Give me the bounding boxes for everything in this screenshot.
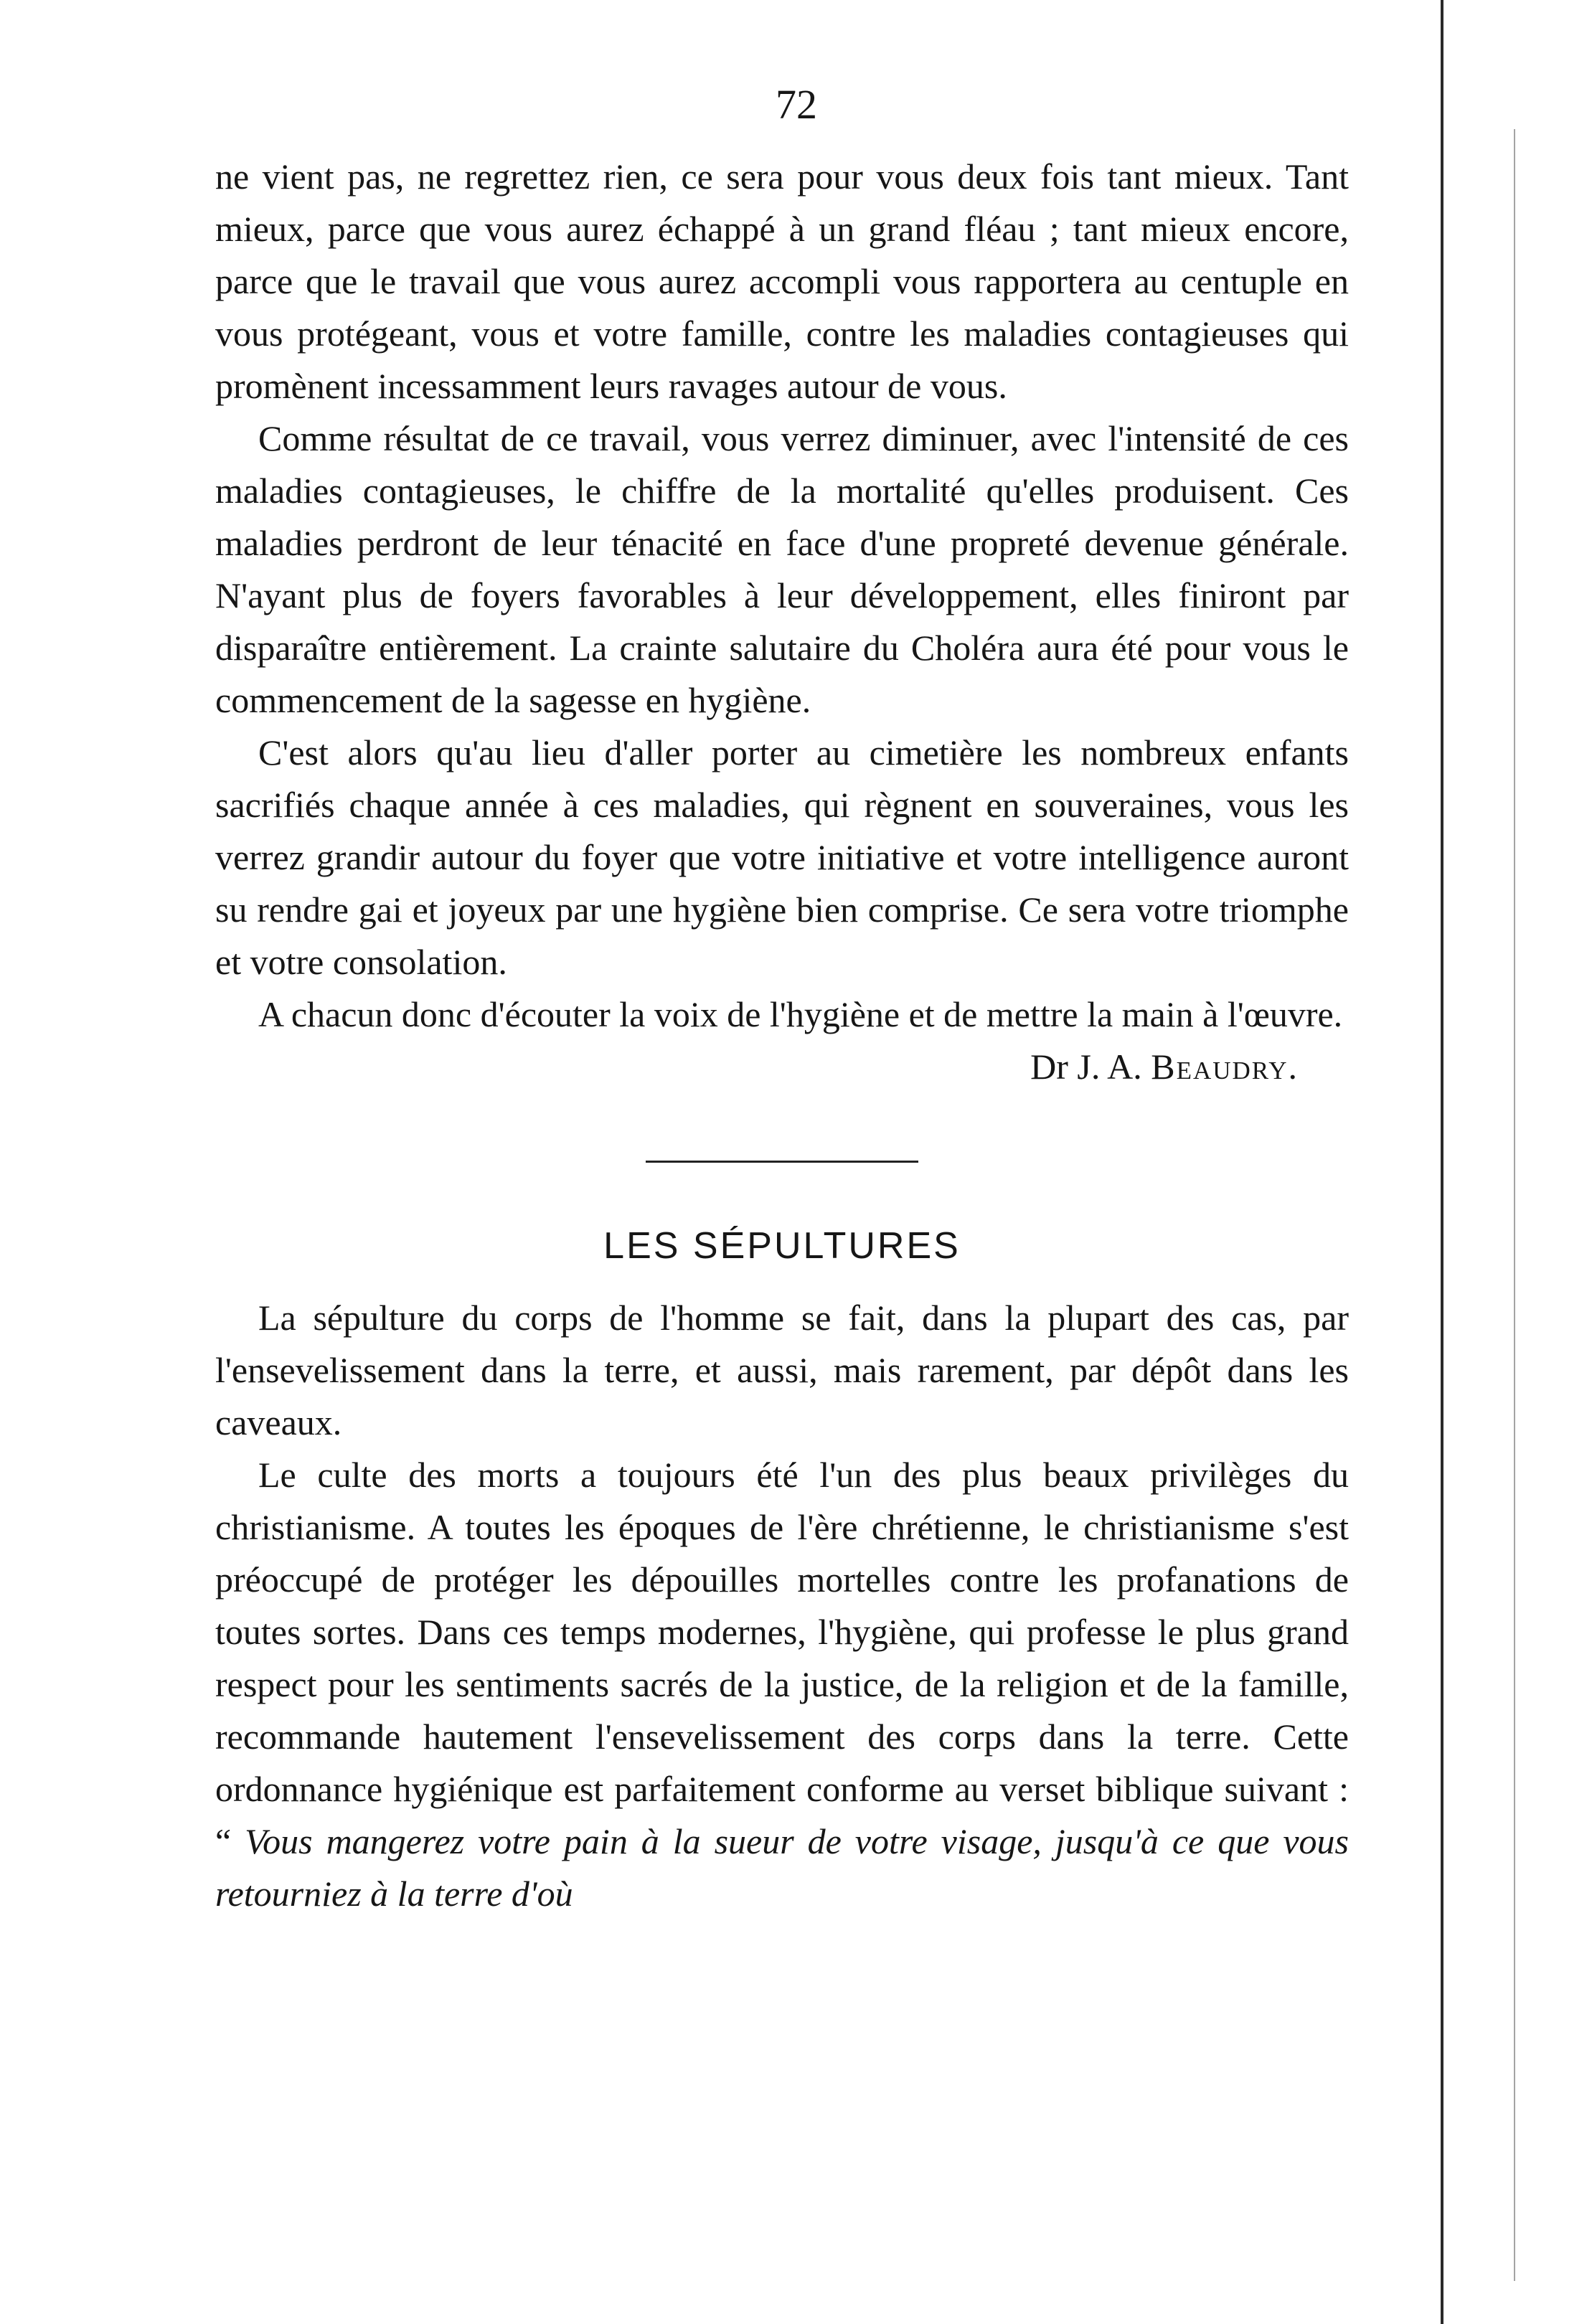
section-divider <box>646 1161 918 1163</box>
page-edge-line <box>1441 0 1443 2324</box>
paragraph-continuation: ne vient pas, ne regrettez rien, ce sera pour vous deux fois tant mieux. Tant mieux, parce que vous aurez échappé à un grand fléau ; tant mieux encore, parce que le travail que vous aurez accompli vous rapportera au centuple en vous protégeant, vous et votre famille, contre les maladies contagieuses qui promènent incessamment leurs ravages autour de vous. <box>215 156 1349 406</box>
page-number: 72 <box>776 81 817 128</box>
signature-name: Beaudry. <box>1151 1047 1299 1087</box>
paragraph-burial-intro: La sépulture du corps de l'homme se fait, dans la plupart des cas, par l'ensevelissement dans la terre, et aussi, mais rarement, par dépôt dans les caveaux. <box>215 1298 1349 1442</box>
paragraph-cult-text: Le culte des morts a toujours été l'un des plus beaux privilèges du christianisme. A toutes les époques de l'ère chrétienne, le christianisme s'est préoccupé de protéger les dépouilles mortelles contre les profanations de toutes sortes. Dans ces temps modernes, l'hygiène, qui professe le plus grand respect pour les sentiments sacrés de la justice, de la religion et de la famille, recommande hautement l'ensevelissement des corps dans la terre. Cette ordonnance hygiénique est parfaitement conforme au verset biblique suivant : “ <box>215 1455 1349 1861</box>
page-body <box>215 151 1349 1920</box>
paragraph-children: C'est alors qu'au lieu d'aller porter au cimetière les nombreux enfants sacrifiés chaque année à ces maladies, qui règnent en souveraines, vous les verrez grandir autour du foyer que votre initiative et votre intelligence auront su rendre gai et joyeux par une hygiène bien comprise. Ce sera votre triomphe et votre consolation. <box>215 732 1349 982</box>
section-heading: LES SÉPULTURES <box>603 1225 961 1267</box>
paragraph-cult-of-dead <box>215 1449 1349 1920</box>
page-edge-shadow <box>1514 129 1515 2281</box>
paragraph-result: Comme résultat de ce travail, vous verrez diminuer, avec l'intensité de ces maladies contagieuses, le chiffre de la mortalité qu'elles produisent. Ces maladies perdront de leur ténacité en face d'une propreté devenue générale. N'ayant plus de foyers favorables à leur développement, elles finiront par disparaître entièrement. La crainte salutaire du Choléra aura été pour vous le commencement de la sagesse en hygiène. <box>215 418 1349 720</box>
signature-prefix: Dr J. A. <box>1030 1047 1151 1087</box>
paragraph-call-to-action: A chacun donc d'écouter la voix de l'hygiène et de mettre la main à l'œuvre. <box>258 994 1343 1034</box>
biblical-quote: Vous mangerez votre pain à la sueur de votre visage, jusqu'à ce que vous retourniez à la terre d'où <box>215 1821 1349 1914</box>
author-signature <box>215 1041 1349 1093</box>
